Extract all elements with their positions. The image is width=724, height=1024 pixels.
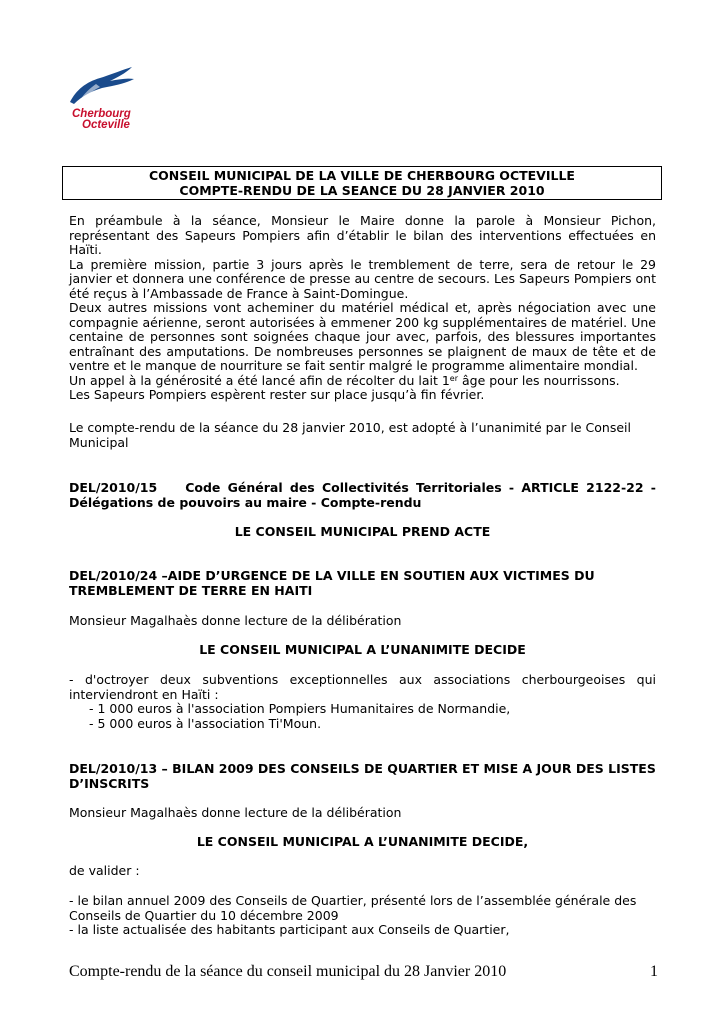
del13-items xyxy=(69,894,656,938)
del13-valider: de valider : xyxy=(69,863,140,878)
page-footer xyxy=(69,963,658,981)
del15-decision: LE CONSEIL MUNICIPAL PREND ACTE xyxy=(234,524,491,539)
logo-text-line1: Cherbourg xyxy=(72,108,131,120)
logo-text-line2: Octeville xyxy=(82,119,130,131)
city-logo xyxy=(66,64,146,136)
bird-logo-icon xyxy=(66,64,146,108)
preamble-paragraph-4: Un appel à la générosité a été lancé afin de récolter du lait 1er âge pour les nourrissons. xyxy=(69,372,620,388)
del15-heading xyxy=(69,481,656,510)
del24-intro: - d'octroyer deux subventions exceptionnelles aux associations cherbourgeoises qui interviendront en Haïti : xyxy=(69,672,656,702)
del13-heading: DEL/2010/13 – BILAN 2009 DES CONSEILS DE QUARTIER ET MISE A JOUR DES LISTES D’INSCRITS xyxy=(69,761,656,791)
del24-lecture: Monsieur Magalhaès donne lecture de la délibération xyxy=(69,613,402,628)
document-header xyxy=(62,166,662,200)
header-title-line1: CONSEIL MUNICIPAL DE LA VILLE DE CHERBOURG OCTEVILLE xyxy=(149,168,575,183)
header-title-line2: COMPTE-RENDU DE LA SEANCE DU 28 JANVIER 2010 xyxy=(179,183,545,198)
del24-items xyxy=(89,702,649,731)
del24-decision: LE CONSEIL MUNICIPAL A L’UNANIMITE DECIDE xyxy=(199,642,526,657)
del13-lecture: Monsieur Magalhaès donne lecture de la délibération xyxy=(69,805,402,820)
adoption-paragraph: Le compte-rendu de la séance du 28 janvier 2010, est adopté à l’unanimité par le Conseil Municipal xyxy=(69,420,631,450)
list-item: - la liste actualisée des habitants participant aux Conseils de Quartier, xyxy=(69,922,510,937)
del15-ref: DEL/2010/15 xyxy=(69,480,158,495)
preamble-paragraph-1: En préambule à la séance, Monsieur le Maire donne la parole à Monsieur Pichon, représentant des Sapeurs Pompiers afin d’établir le bilan des interventions effectuées en Haïti. xyxy=(69,213,656,257)
list-item: - 1 000 euros à l'association Pompiers Humanitaires de Normandie, xyxy=(89,701,511,716)
page-number: 1 xyxy=(650,963,658,980)
footer-text: Compte-rendu de la séance du conseil municipal du 28 Janvier 2010 xyxy=(69,963,507,980)
del24-heading: DEL/2010/24 –AIDE D’URGENCE DE LA VILLE EN SOUTIEN AUX VICTIMES DU TREMBLEMENT DE TERRE EN HAITI xyxy=(69,568,595,598)
list-item: - 5 000 euros à l'association Ti'Moun. xyxy=(89,715,322,731)
del15-title: Code Général des Collectivités Territoriales - ARTICLE 2122-22 - Délégations de pouvoirs au maire - Compte-rendu xyxy=(69,480,656,510)
preamble-paragraph-3: Deux autres missions vont acheminer du matériel médical et, après négociation avec une compagnie aérienne, seront autorisées à emmener 200 kg supplémentaires de matériel. Une centaine de personnes sont soignées chaque jour avec, parfois, des blessures importantes entraînant des amputations. De nombreuses personnes se plaignent de maux de tête et de ventre et le manque de nourriture se fait sentir malgré le programme alimentaire mondial. xyxy=(69,300,656,373)
del13-decision: LE CONSEIL MUNICIPAL A L’UNANIMITE DECIDE, xyxy=(196,834,529,849)
list-item: - le bilan annuel 2009 des Conseils de Quartier, présenté lors de l’assemblée générale des Conseils de Quartier du 10 décembre 2009 xyxy=(69,893,637,923)
preamble-paragraph-2: La première mission, partie 3 jours après le tremblement de terre, sera de retour le 29 janvier et donnera une conférence de presse au centre de secours. Les Sapeurs Pompiers ont été reçus à l’Ambassade de France à Saint-Domingue. xyxy=(69,256,656,301)
preamble-section xyxy=(69,214,656,403)
preamble-paragraph-5: Les Sapeurs Pompiers espèrent rester sur place jusqu’à fin février. xyxy=(69,387,485,402)
